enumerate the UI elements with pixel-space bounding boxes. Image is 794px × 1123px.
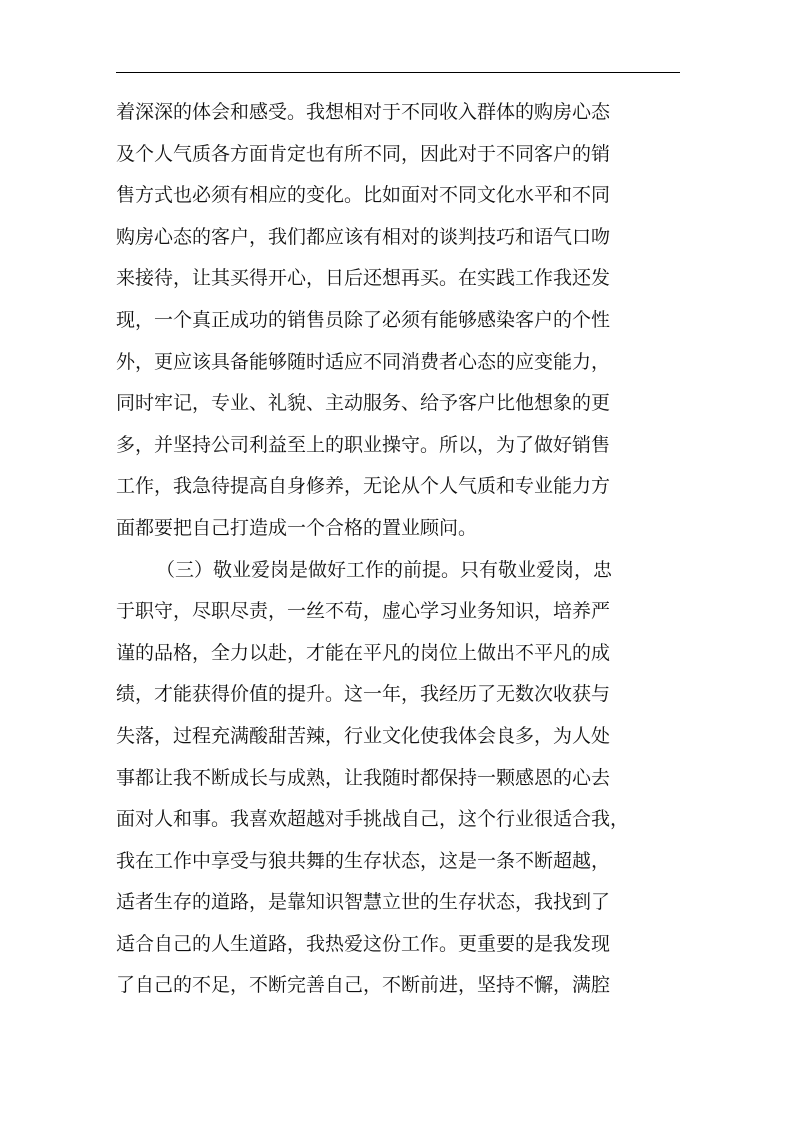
text-line: 面对人和事。我喜欢超越对手挑战自己，这个行业很适合我，	[116, 808, 630, 831]
text-line: 事都让我不断成长与成熟，让我随时都保持一颗感恩的心去	[116, 766, 611, 789]
text-line: 适合自己的人生道路，我热爱这份工作。更重要的是我发现	[116, 932, 611, 955]
text-line: 了自己的不足，不断完善自己，不断前进，坚持不懈，满腔	[116, 974, 611, 997]
text-line: 适者生存的道路，是靠知识智慧立世的生存状态，我找到了	[116, 891, 611, 914]
text-line: 现，一个真正成功的销售员除了必须有能够感染客户的个性	[116, 308, 611, 331]
text-line: 外，更应该具备能够随时适应不同消费者心态的应变能力，	[116, 350, 611, 373]
text-line: 工作，我急待提高自身修养，无论从个人气质和专业能力方	[116, 475, 611, 498]
text-line: 来接待，让其买得开心，日后还想再买。在实践工作我还发	[116, 267, 611, 290]
text-line: 于职守，尽职尽责，一丝不苟，虚心学习业务知识，培养严	[116, 600, 611, 623]
text-line: 失落，过程充满酸甜苦辣，行业文化使我体会良多，为人处	[116, 724, 611, 747]
section-heading-line: （三）敬业爱岗是做好工作的前提。只有敬业爱岗，忠	[156, 558, 613, 581]
text-line: 我在工作中享受与狼共舞的生存状态，这是一条不断超越，	[116, 849, 611, 872]
text-line: 着深深的体会和感受。我想相对于不同收入群体的购房心态	[116, 101, 611, 123]
text-line: 谨的品格，全力以赴，才能在平凡的岗位上做出不平凡的成	[116, 641, 611, 664]
text-line: 绩，才能获得价值的提升。这一年，我经历了无数次收获与	[116, 683, 611, 706]
text-line: 及个人气质各方面肯定也有所不同，因此对于不同客户的销	[116, 142, 611, 165]
text-line: 同时牢记，专业、礼貌、主动服务、给予客户比他想象的更	[116, 392, 611, 415]
text-line: 售方式也必须有相应的变化。比如面对不同文化水平和不同	[116, 184, 611, 207]
text-line: 面都要把自己打造成一个合格的置业顾问。	[116, 516, 478, 539]
text-line: 多，并坚持公司利益至上的职业操守。所以，为了做好销售	[116, 433, 611, 456]
text-line: 购房心态的客户，我们都应该有相对的谈判技巧和语气口吻	[116, 225, 611, 248]
document-body	[116, 92, 688, 1007]
header-rule	[116, 72, 680, 73]
